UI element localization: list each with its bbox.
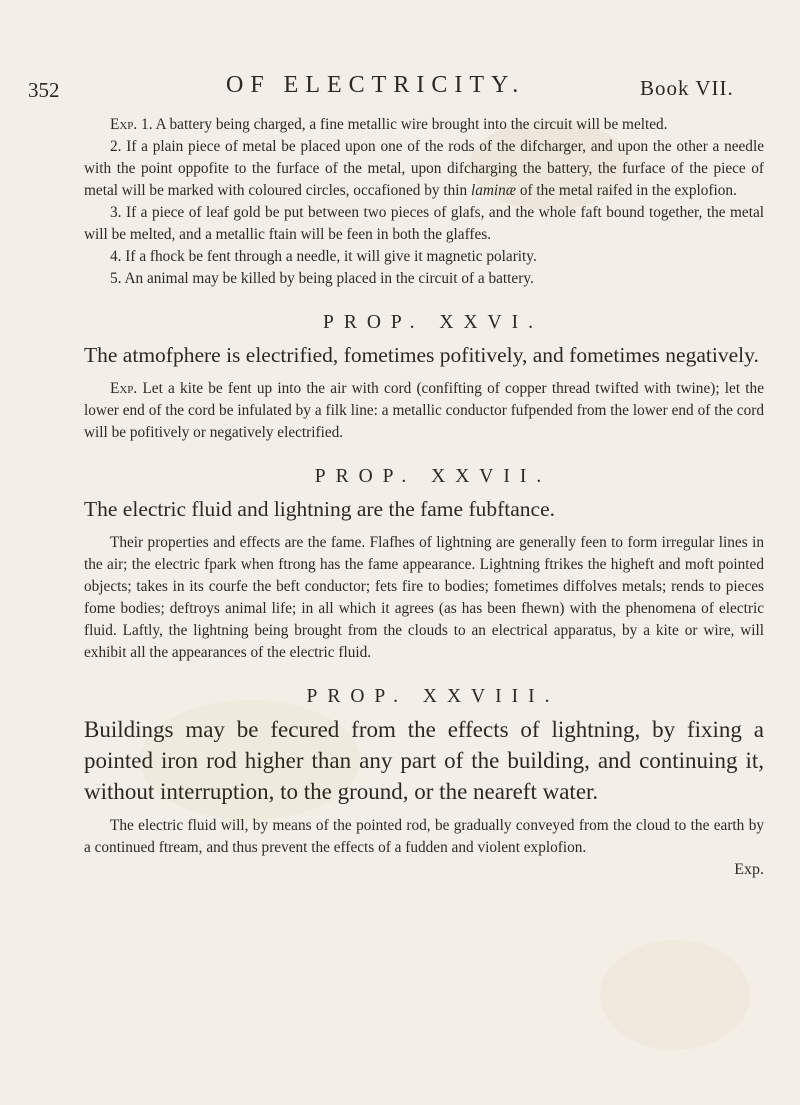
experiment-paragraph — [84, 136, 764, 202]
experiment-label: Exp. 1. — [110, 116, 153, 133]
experiment-text: If a fhock be fent through a needle, it will give it magnetic polarity. — [121, 248, 537, 265]
body-paragraph: The electric fluid will, by means of the pointed rod, be gradually conveyed from the cloud to the earth by a continued ftream, and thus prevent the effects of a fudden and violent explofion. — [84, 817, 764, 856]
paper-stain — [600, 940, 750, 1050]
emphasis-laminae: laminæ — [470, 182, 517, 199]
experiment-paragraph — [84, 202, 764, 246]
experiment-text: A battery being charged, a fine metallic wire brought into the circuit will be melted. — [152, 116, 668, 133]
book-label: Book VII. — [640, 76, 734, 100]
experiment-label: 3. — [110, 204, 122, 221]
experiment-text: Let a kite be fent up into the air with cord (confifting of copper thread twifted with twine); let the lower end of the cord be infulated by a filk line: a metallic conductor fufpended from the lower end of the cord will be pofitively or negatively electrified. — [84, 380, 764, 441]
proposition-heading: PROP. XXVIII. — [306, 686, 560, 707]
experiment-paragraph — [84, 246, 764, 268]
proposition-statement: Buildings may be fecured from the effects of lightning, by fixing a pointed iron rod higher than any part of the building, and continuing it, without interruption, to the ground, or the neareft water. — [84, 717, 764, 804]
catchword: Exp. — [734, 861, 764, 878]
experiment-paragraph — [84, 114, 764, 136]
body-paragraph: Their properties and effects are the fame. Flafhes of lightning are generally feen to form irregular lines in the air; the electric fpark when ftrong has the fame appearance. Lightning ftrikes the higheft and moft pointed objects; takes in its courfe the beft conductor; fets fire to bodies; fometimes diffolves metals; rends to pieces fome bodies; deftroys animal life; in all which it agrees (as has been fhewn) with the phenomena of electric fluid. Laftly, the lightning being brought from the clouds to an electrical apparatus, by a kite or wire, will exhibit all the appearances of the electric fluid. — [84, 534, 764, 661]
experiment-paragraph — [84, 378, 764, 444]
running-title: OF ELECTRICITY. — [226, 72, 526, 98]
page-number: 352 — [28, 78, 60, 102]
experiment-text: If a piece of leaf gold be put between two pieces of glafs, and the whole faft bound together, the metal will be melted, and a metallic ftain will be feen in both the glaffes. — [84, 204, 764, 243]
experiment-label: Exp. — [110, 380, 138, 397]
experiment-label: 5. — [110, 270, 122, 287]
proposition-heading: PROP. XXVII. — [314, 466, 552, 487]
proposition-statement: The electric fluid and lightning are the fame fubftance. — [84, 497, 555, 521]
proposition-heading: PROP. XXVI. — [323, 312, 543, 333]
experiment-paragraph — [84, 268, 764, 290]
text-column — [84, 114, 764, 859]
experiment-text-continued: of the metal raifed in the explofion. — [516, 182, 737, 199]
experiment-label: 4. — [110, 248, 122, 265]
proposition-statement: The atmofphere is electrified, fometimes pofitively, and fometimes negatively. — [84, 343, 759, 367]
experiment-text: If a plain piece of metal be placed upon one of the rods of the difcharger, and upon the other a needle with the point oppofite to the furface of the metal, upon difcharging the battery, the furface of the piece of metal will be marked with coloured circles, occafioned by thin — [84, 138, 764, 199]
experiment-text: An animal may be killed by being placed in the circuit of a battery. — [121, 270, 534, 287]
experiment-label: 2. — [110, 138, 122, 155]
